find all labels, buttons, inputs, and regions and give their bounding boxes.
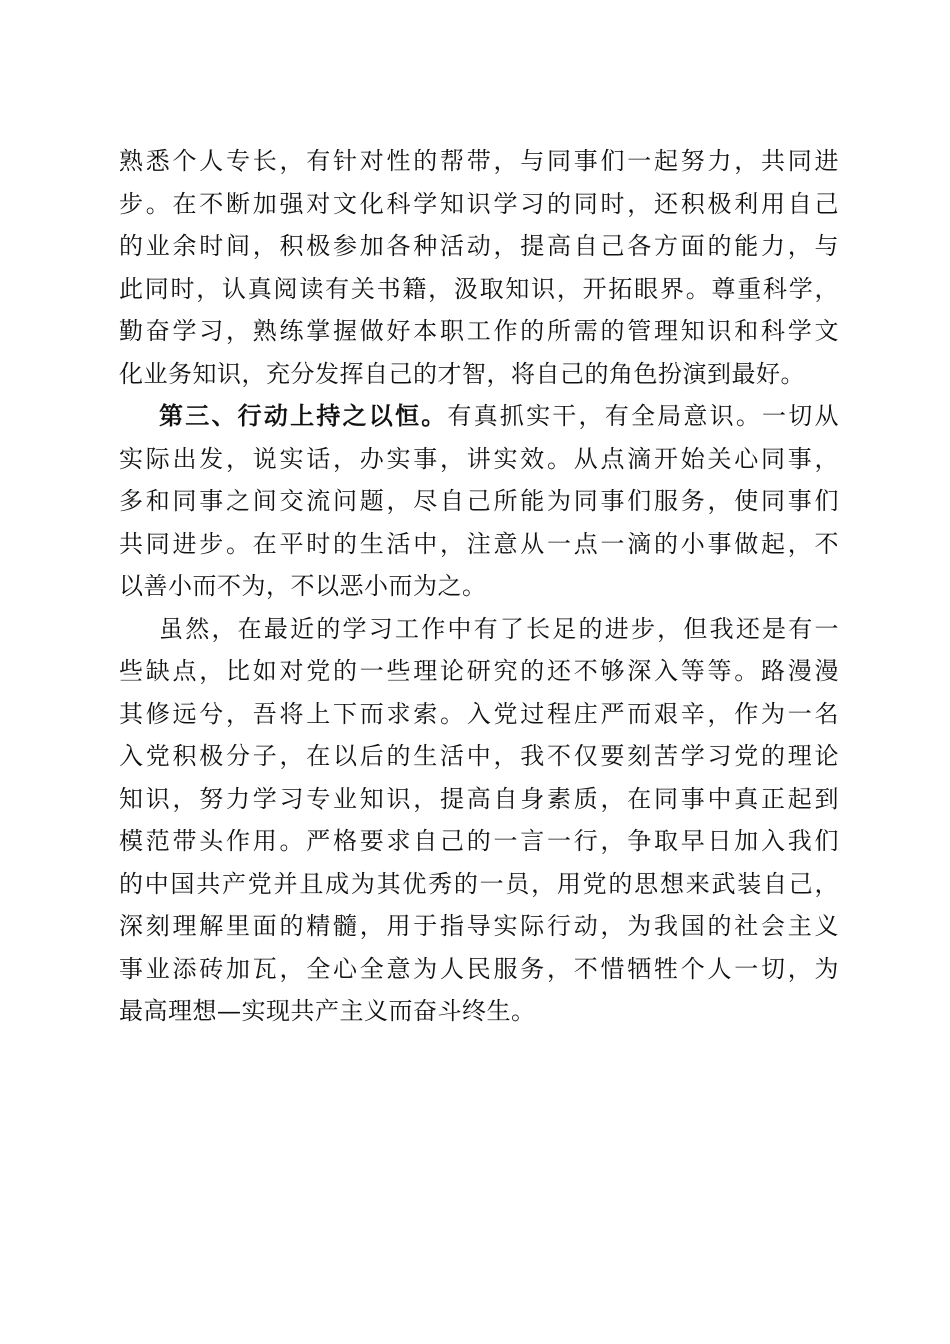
paragraph-line: 其修远兮，吾将上下而求索。入党过程庄严而艰辛，作为一名: [119, 699, 839, 728]
paragraph-line: 最高理想—实现共产主义而奋斗终生。: [119, 997, 536, 1025]
paragraph-line: 此同时，认真阅读有关书籍，汲取知识，开拓眼界。尊重科学，: [119, 274, 839, 303]
paragraph-line: 深刻理解里面的精髓，用于指导实际行动，为我国的社会主义: [119, 912, 839, 940]
paragraph-1: [119, 140, 839, 395]
paragraph-line: 事业添砖加瓦，全心全意为人民服务，不惜牺牲个人一切，为: [119, 954, 839, 983]
paragraph-line: 以善小而不为，不以恶小而为之。: [119, 572, 487, 600]
paragraph-line: 知识，努力学习专业知识，提高自身素质，在同事中真正起到: [119, 784, 839, 813]
paragraph-2: [119, 395, 839, 608]
paragraph-line: 步。在不断加强对文化科学知识学习的同时，还积极利用自己: [119, 189, 839, 218]
paragraph-line: 共同进步。在平时的生活中，注意从一点一滴的小事做起，不: [119, 529, 839, 558]
paragraph-line: 模范带头作用。严格要求自己的一言一行，争取早日加入我们: [119, 827, 839, 855]
paragraph-3: [119, 608, 839, 1033]
paragraph-first-line: [119, 395, 839, 438]
paragraph-line: 些缺点，比如对党的一些理论研究的还不够深入等等。路漫漫: [119, 657, 839, 685]
paragraph-line: 实际出发，说实话，办实事，讲实效。从点滴开始关心同事，: [119, 444, 839, 473]
section-heading: 第三、行动上持之以恒。: [159, 401, 448, 430]
paragraph-line: 入党积极分子，在以后的生活中，我不仅要刻苦学习党的理论: [119, 742, 839, 770]
paragraph-line: 的中国共产党并且成为其优秀的一员，用党的思想来武装自己，: [119, 869, 839, 898]
paragraph-line: 化业务知识，充分发挥自己的才智，将自己的角色扮演到最好。: [119, 359, 805, 388]
paragraph-line: 熟悉个人专长，有针对性的帮带，与同事们一起努力，共同进: [119, 147, 839, 175]
paragraph-line: 多和同事之间交流问题，尽自己所能为同事们服务，使同事们: [119, 487, 839, 515]
paragraph-line-rest: 有真抓实干，有全局意识。一切从: [447, 402, 840, 430]
paragraph-line: 的业余时间，积极参加各种活动，提高自己各方面的能力，与: [119, 232, 839, 260]
paragraph-line: 虽然，在最近的学习工作中有了长足的进步，但我还是有一: [159, 614, 839, 643]
paragraph-line: 勤奋学习，熟练掌握做好本职工作的所需的管理知识和科学文: [119, 317, 839, 345]
document-body: [119, 140, 839, 1033]
